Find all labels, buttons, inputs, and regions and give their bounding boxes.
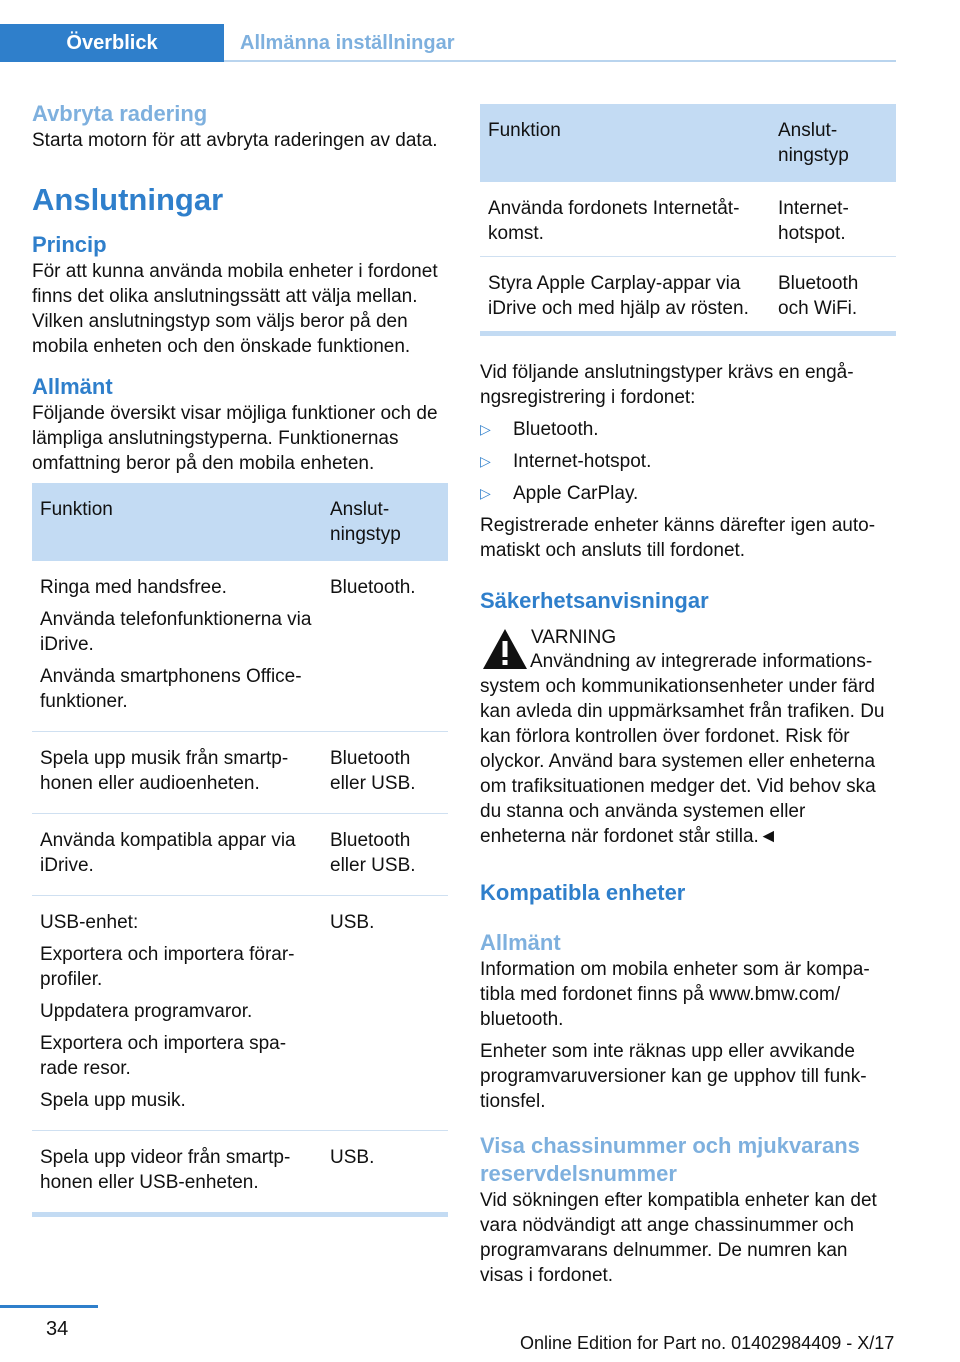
page-number: 34	[46, 1318, 69, 1340]
table-row	[32, 561, 448, 732]
top-bar	[0, 0, 960, 62]
tab-overview[interactable]: Överblick	[0, 24, 224, 62]
cell-text: Spela upp musik.	[40, 1090, 186, 1111]
cell-function: Styra Apple Carplay-appar via iDrive och med hjälp av rösten.	[480, 257, 770, 334]
column-header-connection: Anslutningstyp	[770, 104, 896, 182]
text-principle: För att kunna använda mobila enheter i fordonet finns det olika anslutningssätt att välja mellan. Vilken anslutningstyp som väljs beror på den mobila enheten och den önskade funktionen.	[32, 261, 438, 357]
warning-title: VARNING	[531, 627, 617, 648]
cell-text: Ringa med handsfree.	[40, 577, 227, 598]
table-row	[32, 814, 448, 896]
warning-icon	[480, 625, 530, 675]
text-info: Information om mobila enheter som är kompatibla med fordonet finns på www.bmw.com/ bluetooth.	[480, 959, 870, 1030]
list-item-text: Internet-hotspot.	[513, 451, 652, 472]
heading-general: Allmänt	[32, 374, 113, 399]
text-general: Följande översikt visar möjliga funktioner och de lämpliga anslutningstyperna. Funktionernas omfattning beror på den mobila enheten.	[32, 403, 438, 474]
column-header-function: Funktion	[32, 483, 322, 561]
table-row	[32, 896, 448, 1131]
cell-text: USB-enhet:	[40, 912, 139, 933]
functions-table-continued	[480, 104, 896, 336]
table-row	[480, 182, 896, 257]
functions-table	[32, 483, 448, 1217]
footer-divider	[0, 1305, 98, 1308]
cell-connection: Bluetooth eller USB.	[322, 814, 448, 896]
bullet-list	[480, 417, 896, 506]
header-divider	[224, 60, 896, 62]
cell-function: Använda fordonets Internetåtkomst.	[480, 182, 770, 257]
cell-function	[32, 561, 322, 732]
cell-connection: USB.	[322, 1131, 448, 1215]
right-column	[480, 104, 896, 1295]
cell-text: Använda telefonfunktionerna via iDrive.	[40, 609, 312, 655]
heading-safety: Säkerhetsanvisningar	[480, 588, 709, 613]
cell-function	[32, 732, 322, 814]
tab-general-settings[interactable]: Allmänna inställningar	[240, 31, 455, 54]
list-item-text: Bluetooth.	[513, 419, 599, 440]
cell-text: Spela upp musik från smartphonen eller audioenheten.	[40, 748, 289, 794]
heading-connections: Anslutningar	[32, 182, 224, 217]
text-chassis: Vid sökningen efter kompatibla enheter kan det vara nödvändigt att ange chassinummer och programvarans delnummer. De numren kan visas i fordonet.	[480, 1190, 877, 1286]
edition-note: Online Edition for Part no. 01402984409 - X/17	[520, 1333, 895, 1353]
column-header-connection: Anslutningstyp	[322, 483, 448, 561]
cell-connection: Bluetooth.	[322, 561, 448, 732]
left-column	[32, 100, 448, 1217]
cell-text: Exportera och importera sparade resor.	[40, 1033, 287, 1079]
column-header-function: Funktion	[480, 104, 770, 182]
list-item-text: Apple CarPlay.	[513, 483, 639, 504]
cell-connection: Bluetooth och WiFi.	[770, 257, 896, 334]
list-item	[480, 449, 896, 474]
cell-function	[32, 896, 322, 1131]
cell-text: Exportera och importera förarprofiler.	[40, 944, 295, 990]
cell-function	[32, 1131, 322, 1215]
heading-chassis-number: Visa chassinummer och mjukvarans reservdelsnummer	[480, 1133, 860, 1186]
text-unlisted: Enheter som inte räknas upp eller avvikande programvaruversioner kan ge upphov till funktionsfel.	[480, 1041, 867, 1112]
cell-text: Uppdatera programvaror.	[40, 1001, 253, 1022]
cell-connection: Internethotspot.	[770, 182, 896, 257]
cell-connection: Bluetooth eller USB.	[322, 732, 448, 814]
heading-compatible-devices: Kompatibla enheter	[480, 880, 686, 905]
list-item	[480, 481, 896, 506]
table-row	[480, 257, 896, 334]
heading-principle: Princip	[32, 232, 107, 257]
heading-general-2: Allmänt	[480, 930, 561, 955]
warning-text: Användning av integrerade informationssystem och kommunikationsenheter under färd kan avleda din uppmärksamhet från trafiken. Du kan förlora kontrollen över fordonet. Risk för olyckor. Använd bara systemen eller enheterna om trafiksituationen medger det. Vid behov ska du stanna och använda systemen eller enheterna när fordonet står stilla.◄	[480, 651, 885, 847]
triangle-bullet-icon: ▷	[480, 485, 491, 501]
cell-text: Spela upp videor från smartphonen eller USB-enheten.	[40, 1147, 291, 1193]
table-row	[32, 732, 448, 814]
text-pairing: Vid följande anslutningstyper krävs en engångsregistrering i fordonet:	[480, 362, 854, 408]
text-cancel-deletion: Starta motorn för att avbryta raderingen av data.	[32, 130, 438, 151]
triangle-bullet-icon: ▷	[480, 421, 491, 437]
table-row	[32, 1131, 448, 1215]
cell-text: Använda kompatibla appar via iDrive.	[40, 830, 296, 876]
heading-cancel-deletion: Avbryta radering	[32, 101, 208, 126]
cell-text: Använda smartphonens Office-funktioner.	[40, 666, 302, 712]
text-registered: Registrerade enheter känns därefter igen automatiskt och ansluts till fordonet.	[480, 515, 876, 561]
triangle-bullet-icon: ▷	[480, 453, 491, 469]
cell-function	[32, 814, 322, 896]
cell-connection: USB.	[322, 896, 448, 1131]
list-item	[480, 417, 896, 442]
